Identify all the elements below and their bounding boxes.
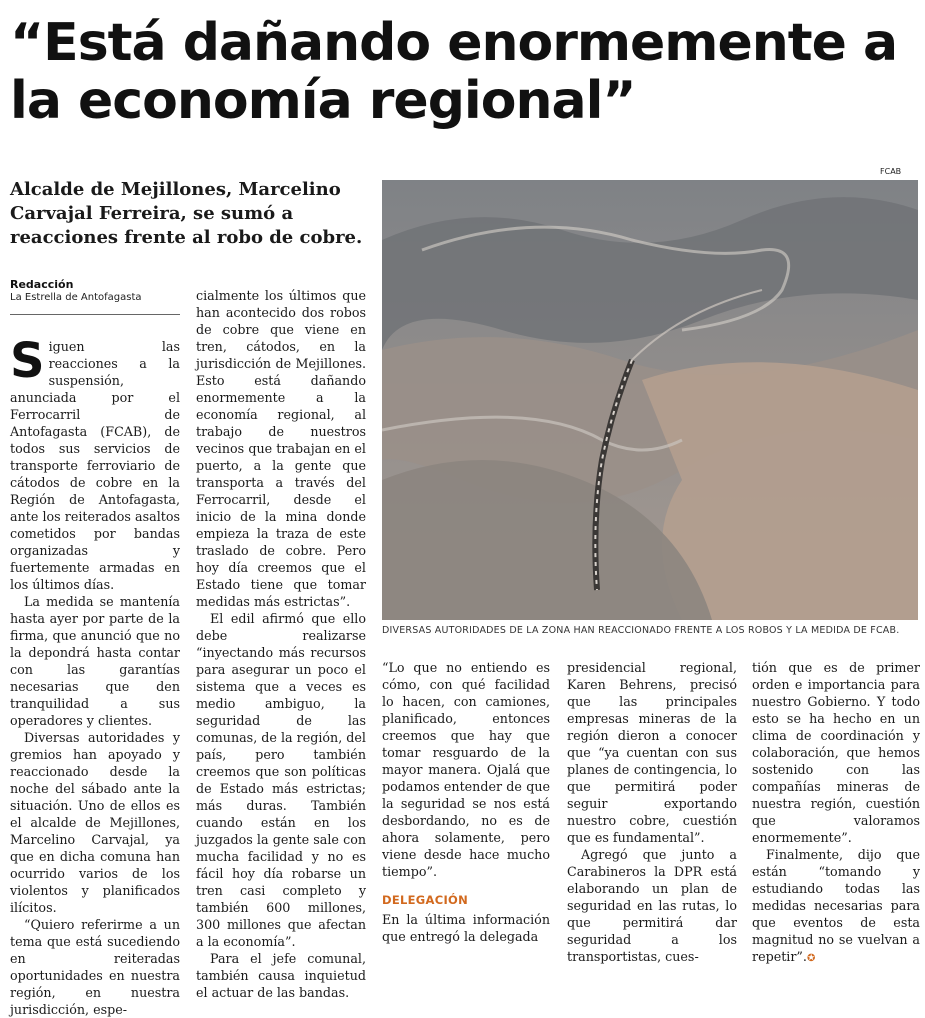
dek: Alcalde de Mejillones, Marcelino Carvajal Ferreira, se sumó a reacciones frente al robo de cobre. [10, 179, 363, 248]
section-subhead: DELEGACIÓN [382, 893, 469, 907]
article-column-5 [752, 659, 920, 967]
paragraph: cialmente los últimos que han acontecido dos robos de cobre que viene en tren, cátodos, en la jurisdicción de Mejillones. Esto está dañando enormemente a la economía regional, al trabajo de nuestros vecinos que trabajan en el puerto, a la gente que transporta a través del Ferrocarril, desde el inicio de la mina donde empieza la traza de este traslado de cobre. Pero hoy día creemos que el Estado tiene que tomar medidas más estrictas”. [196, 288, 366, 609]
byline-divider [10, 314, 180, 315]
desert-train-illustration [382, 180, 918, 620]
article-column-2 [196, 287, 366, 1001]
article-column-4 [567, 659, 737, 965]
article-photo [382, 180, 918, 620]
drop-cap: S [10, 333, 45, 389]
sun-end-icon: ✪ [806, 953, 816, 964]
headline: “Está dañando enormemente a la economía regional” [10, 13, 898, 131]
paragraph: El edil afirmó que ello debe realizarse “inyectando más recursos para asegurar un poco el sistema que a veces es medio ambiguo, la seguridad de las comunas, de la región, del país, pero también creemos que son políticas de Estado más estrictas; más duras. También cuando están en los juzgados la gente sale con mucha facilidad y no es fácil hoy día robarse un tren casi completo y también 600 millones, 300 millones que afectan a la economía”. [196, 611, 366, 949]
byline-author: Redacción [10, 278, 74, 291]
closing-paragraph [752, 846, 920, 967]
paragraph: Agregó que junto a Carabineros la DPR está elaborando un plan de seguridad en las rutas, lo que permitirá dar seguridad a los transportistas, cues- [567, 847, 737, 964]
closing-paragraph-text: Finalmente, dijo que están “tomando y estudiando todas las medidas necesarias para que eventos de esta magnitud no se vuelvan a repetir”. [752, 847, 920, 964]
lead-paragraph [10, 333, 180, 593]
paragraph: Diversas autoridades y gremios han apoyado y reaccionado desde la noche del sábado ante la situación. Uno de ellos es el alcalde de Mejillones, Marcelino Carvajal, ya que en dicha comuna han ocurrido varios de los violentos y planificados ilícitos. [10, 730, 180, 915]
paragraph: “Lo que no entiendo es cómo, con qué facilidad lo hacen, con camiones, planificado, entonces creemos que hay que tomar resguardo de la mayor manera. Ojalá que podamos entender de que la seguridad se nos está desbordando, no es de ahora solamente, pero viene desde hace mucho tiempo”. [382, 660, 550, 879]
paragraph: presidencial regional, Karen Behrens, precisó que las principales empresas mineras de la región dieron a conocer que “ya cuentan con sus planes de contingencia, lo que permitirá poder seguir exportando nuestro cobre, cuestión que es fundamental”. [567, 660, 737, 845]
photo-caption: DIVERSAS AUTORIDADES DE LA ZONA HAN REACCIONADO FRENTE A LOS ROBOS Y LA MEDIDA DE FCAB. [382, 625, 900, 636]
paragraph: La medida se mantenía hasta ayer por parte de la firma, que anunció que no la depondrá hasta contar con las garantías necesarias que den tranquilidad a sus operadores y clientes. [10, 594, 180, 728]
byline [10, 278, 180, 303]
lead-paragraph-text: iguen las reacciones a la suspensión, anunciada por el Ferrocarril de Antofagasta (FCAB), de todos sus servicios de transporte ferroviario de cátodos de cobre en la Región de Antofagasta, ante los reiterados asaltos cometidos por bandas organizadas y fuertemente armadas en los últimos días. [10, 339, 180, 592]
paragraph: “Quiero referirme a un tema que está sucediendo en reiteradas oportunidades en nuestra región, en nuestra jurisdicción, espe- [10, 917, 180, 1017]
article-column-1 [10, 333, 180, 1018]
photo-credit: FCAB [880, 167, 902, 176]
byline-publication: La Estrella de Antofagasta [10, 292, 142, 303]
paragraph: tión que es de primer orden e importancia para nuestro Gobierno. Y todo esto se ha hecho en un clima de coordinación y colaboración, que hemos sostenido con las compañías mineras de nuestra región, cuestión que valoramos enormemente”. [752, 660, 920, 845]
paragraph: Para el jefe comunal, también causa inquietud el actuar de las bandas. [196, 951, 366, 1000]
article-column-3 [382, 659, 550, 945]
paragraph: En la última información que entregó la delegada [382, 912, 550, 944]
